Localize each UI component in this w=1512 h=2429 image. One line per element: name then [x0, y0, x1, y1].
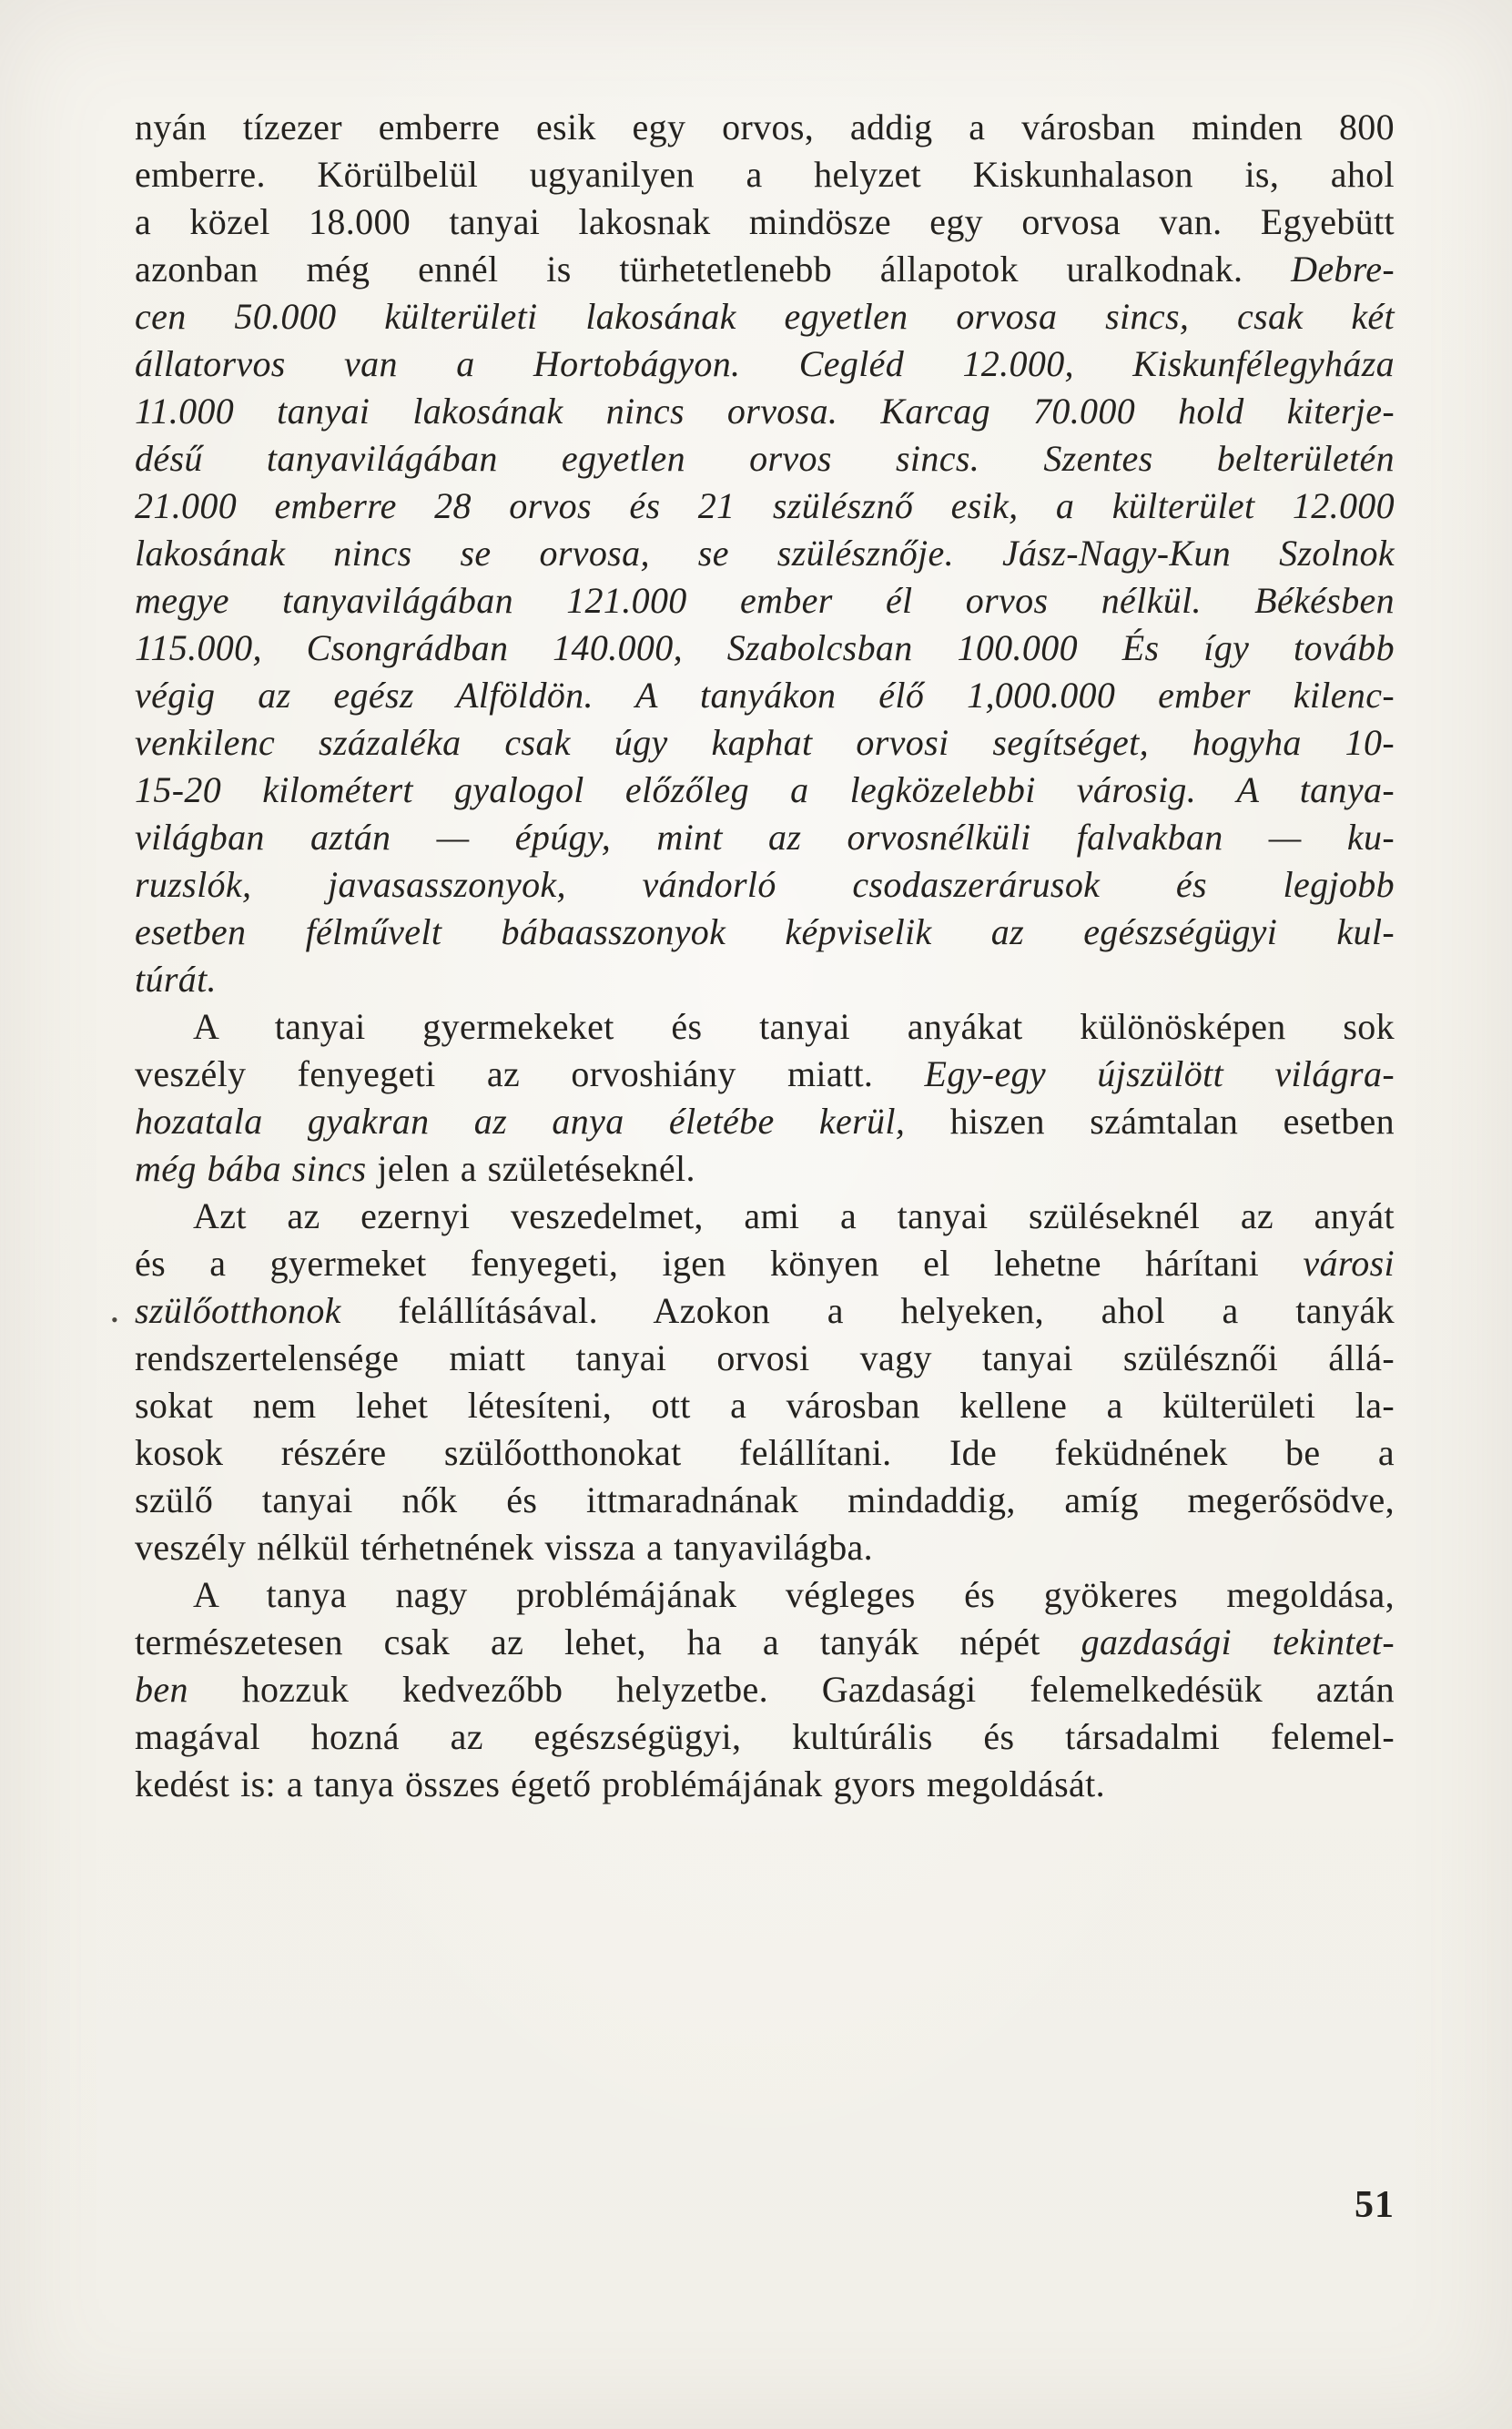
text-segment: városi	[1303, 1243, 1395, 1284]
text-line	[135, 861, 1395, 909]
text-line	[135, 1193, 1395, 1240]
text-line	[135, 388, 1395, 435]
text-segment: ben	[135, 1669, 242, 1710]
text-line	[135, 1098, 1395, 1145]
page-text	[111, 104, 1395, 1808]
text-line	[135, 1382, 1395, 1429]
text-segment: 21.000 emberre 28 orvos és 21 szülésznő esik, a külterület 12.000	[135, 485, 1395, 526]
text-line	[135, 246, 1395, 293]
text-segment: azonban még ennél is türhetetlenebb állapotok uralkodnak.	[135, 249, 1292, 290]
text-segment: gazdasági tekintet-	[1081, 1621, 1395, 1662]
text-line	[135, 1619, 1395, 1666]
text-segment: sokat nem lehet létesíteni, ott a városban kellene a külterületi la-	[135, 1385, 1395, 1426]
text-line	[135, 1477, 1395, 1524]
text-line	[135, 483, 1395, 530]
text-segment: még bába sincs	[135, 1148, 378, 1189]
text-line	[135, 1761, 1395, 1808]
paragraph	[135, 1571, 1395, 1808]
text-segment: 15-20 kilométert gyalogol előzőleg a legközelebbi városig. A tanya-	[135, 769, 1395, 810]
text-line	[135, 625, 1395, 672]
text-segment: hozzuk kedvezőbb helyzetbe. Gazdasági felemelkedésük aztán	[241, 1669, 1395, 1710]
text-segment: hozatala gyakran az anya életébe kerül,	[135, 1101, 950, 1142]
page-number: 51	[1355, 2184, 1395, 2226]
text-line	[135, 104, 1395, 151]
text-segment: hiszen számtalan esetben	[949, 1101, 1395, 1142]
text-line	[135, 672, 1395, 719]
paragraph	[135, 1003, 1395, 1193]
text-segment: Debre-	[1291, 249, 1395, 290]
text-segment: végig az egész Alföldön. A tanyákon élő 1,000.000 ember kilenc-	[135, 675, 1395, 716]
text-line	[135, 1666, 1395, 1713]
margin-mark: •	[111, 1308, 119, 1331]
text-line	[135, 814, 1395, 861]
text-segment: A tanyai gyermekeket és tanyai anyákat különösképen sok	[193, 1006, 1395, 1047]
text-line	[135, 1571, 1395, 1619]
text-segment: 11.000 tanyai lakosának nincs orvosa. Karcag 70.000 hold kiterje-	[135, 391, 1395, 432]
text-segment: állatorvos van a Hortobágyon. Cegléd 12.000, Kiskunfélegyháza	[135, 343, 1395, 384]
text-segment: cen 50.000 külterületi lakosának egyetlen orvosa sincs, csak két	[135, 296, 1395, 337]
text-segment: ruzslók, javasasszonyok, vándorló csodaszerárusok és legjobb	[135, 864, 1395, 905]
text-line	[135, 1335, 1395, 1382]
text-segment: kosok részére szülőotthonokat felállítani. Ide feküdnének be a	[135, 1432, 1395, 1473]
text-segment: jelen a születéseknél.	[377, 1148, 695, 1189]
text-segment: désű tanyavilágában egyetlen orvos sincs. Szentes belterületén	[135, 438, 1395, 479]
text-segment: Egy-egy újszülött világra-	[924, 1053, 1395, 1094]
text-segment: 115.000, Csongrádban 140.000, Szabolcsban 100.000 És így tovább	[135, 627, 1395, 668]
text-segment: szülőotthonok	[135, 1290, 399, 1331]
text-segment: emberre. Körülbelül ugyanilyen a helyzet Kiskunhalason is, ahol	[135, 154, 1395, 195]
text-segment: esetben félművelt bábaasszonyok képviselik az egészségügyi kul-	[135, 911, 1395, 952]
text-line	[135, 1713, 1395, 1761]
text-segment: természetesen csak az lehet, ha a tanyák népét	[135, 1621, 1081, 1662]
text-line	[135, 1003, 1395, 1051]
text-line	[135, 293, 1395, 340]
text-segment: A tanya nagy problémájának végleges és gyökeres megoldása,	[193, 1574, 1395, 1615]
text-line	[135, 1240, 1395, 1287]
text-segment: a közel 18.000 tanyai lakosnak mindösze egy orvosa van. Egyebütt	[135, 201, 1395, 242]
text-segment: lakosának nincs se orvosa, se szülésznője. Jász-Nagy-Kun Szolnok	[135, 533, 1395, 574]
text-line	[111, 1287, 1395, 1335]
text-line	[135, 435, 1395, 483]
text-segment: Azt az ezernyi veszedelmet, ami a tanyai szüléseknél az anyát	[193, 1195, 1395, 1236]
text-line	[135, 151, 1395, 198]
text-segment: megye tanyavilágában 121.000 ember él orvos nélkül. Békésben	[135, 580, 1395, 621]
text-segment: venkilenc százaléka csak úgy kaphat orvosi segítséget, hogyha 10-	[135, 722, 1395, 763]
paragraph	[135, 104, 1395, 1003]
text-line	[135, 719, 1395, 767]
text-line	[135, 1145, 1395, 1193]
text-line	[135, 956, 1395, 1003]
text-segment: túrát.	[135, 959, 217, 1000]
text-line	[135, 1051, 1395, 1098]
text-segment: veszély fenyegeti az orvoshiány miatt.	[135, 1053, 925, 1094]
text-line	[135, 530, 1395, 577]
text-segment: magával hozná az egészségügyi, kultúrális és társadalmi felemel-	[135, 1716, 1395, 1757]
text-line	[135, 909, 1395, 956]
text-segment: rendszertelensége miatt tanyai orvosi vagy tanyai szülésznői állá-	[135, 1337, 1395, 1378]
text-segment: világban aztán — épúgy, mint az orvosnélküli falvakban — ku-	[135, 817, 1395, 858]
text-line	[135, 340, 1395, 388]
text-segment: szülő tanyai nők és ittmaradnának mindaddig, amíg megerősödve,	[135, 1479, 1395, 1520]
text-line	[135, 577, 1395, 625]
text-segment: veszély nélkül térhetnének vissza a tanyavilágba.	[135, 1527, 873, 1568]
text-segment: kedést is: a tanya összes égető problémájának gyors megoldását.	[135, 1763, 1105, 1804]
text-segment: és a gyermeket fenyegeti, igen könyen el lehetne hárítani	[135, 1243, 1304, 1284]
text-line	[135, 198, 1395, 246]
text-line	[135, 767, 1395, 814]
text-line	[135, 1524, 1395, 1571]
text-line	[135, 1429, 1395, 1477]
text-segment: nyán tízezer emberre esik egy orvos, addig a városban minden 800	[135, 107, 1395, 147]
text-segment: felállításával. Azokon a helyeken, ahol a tanyák	[398, 1290, 1395, 1331]
paragraph	[111, 1193, 1395, 1571]
